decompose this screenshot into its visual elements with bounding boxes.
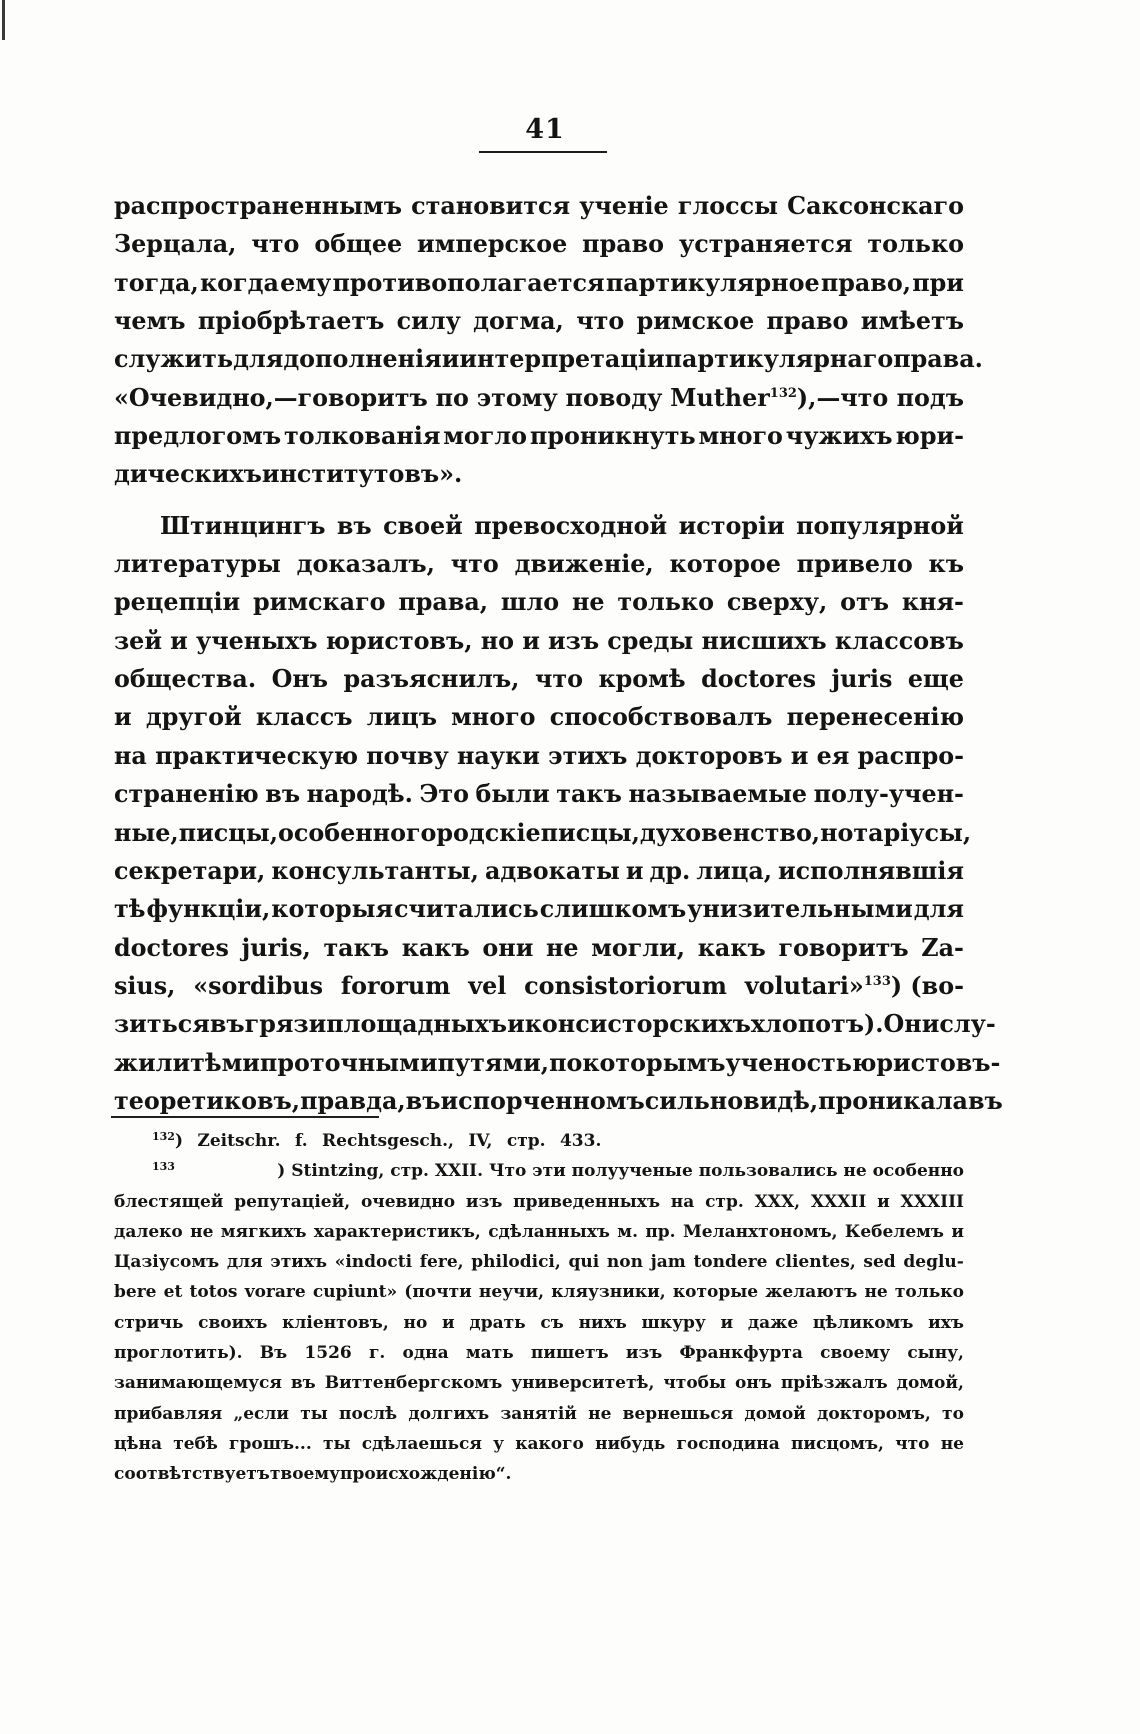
body-line: тогда, когда ему противополагается партикулярное право, при [114, 268, 964, 297]
footnote-line: занимающемуся въ Виттенбергскомъ университетѣ, чтобы онъ пріѣзжалъ домой, [114, 1373, 964, 1394]
body-line: общества. Онъ разъяснилъ, что кромѣ doctores juris еще [114, 665, 964, 694]
footnote-line: проглотить). Въ 1526 г. одна мать пишетъ изъ Франкфурта своему сыну, [114, 1343, 964, 1364]
body-line: литературы доказалъ, что движеніе, которое привело къ [114, 550, 964, 579]
footnote-marker: 132 [152, 1130, 175, 1143]
footnote-line: Цазіусомъ для этихъ «indocti fere, philodici, qui non jam tondere clientes, sed deglu- [114, 1252, 964, 1273]
footnote-line: прибавляя „если ты послѣ долгихъ занятій не вернешься домой докторомъ, то [114, 1403, 964, 1424]
body-line: Зерцала, что общее имперское право устраняется только [114, 230, 964, 259]
body-line: ные, писцы, особенно городскіе писцы, духовенство, нотаріусы, [114, 818, 972, 847]
footnote-text: ) Stintzing, стр. XXII. Что эти полуученые пользовались не особенно [277, 1161, 964, 1182]
body-text [114, 187, 1003, 1120]
body-line: на практическую почву науки этихъ докторовъ и ея распро- [114, 741, 964, 770]
page-edge-mark [2, 0, 5, 40]
footnotes [114, 1126, 964, 1490]
body-line: рецепціи римскаго права, шло не только сверху, отъ кня- [114, 588, 964, 617]
footnote-line [114, 1156, 964, 1186]
body-line: «Очевидно,—говоритъ по этому поводу Muther$^{132}$),—что подъ [114, 383, 964, 412]
page-number: 41 [525, 114, 565, 145]
footnote-line: соотвѣтствуетъ твоему происхожденію“. [114, 1464, 512, 1485]
body-line: предлогомъ толкованія могло проникнуть много чужихъ юри- [114, 422, 964, 451]
body-line: теоретиковъ, правда, въ испорченномъ сильно видѣ, проникала въ [114, 1086, 1003, 1115]
body-line: служить для дополненія и интерпретаціи партикулярнаго права. [114, 345, 983, 374]
body-line: doctores juris, такъ какъ они не могли, какъ говоритъ Za- [114, 933, 964, 962]
footnote-reference: 132 [769, 385, 797, 401]
footnote-line: bere et totos vorare cupiunt» (почти неучи, кляузники, которые желаютъ не только [114, 1282, 964, 1303]
footnote-line: блестящей репутаціей, очевидно изъ приведенныхъ на стр. XXX, XXXII и XXXIII [114, 1191, 964, 1212]
body-line: зиться въ грязи площадныхъ и консисторскихъ хлопотъ). Они слу- [114, 1010, 996, 1039]
body-line: чемъ пріобрѣтаетъ силу догма, что римское право имѣетъ [114, 307, 964, 336]
body-line: дическихъ институтовъ». [114, 460, 463, 489]
body-line: тѣ функціи, которыя считались слишкомъ унизительными для [114, 895, 964, 924]
footnote-text: ) Zeitschr. f. Rechtsgesch., IV, стр. 433. [174, 1131, 602, 1151]
body-line: зей и ученыхъ юристовъ, но и изъ среды нисшихъ классовъ [114, 626, 964, 655]
body-line: sius, «sordibus fororum vel consistoriorum volutari»$^{133}$) (во- [114, 971, 964, 1000]
page-number-rule [479, 151, 607, 153]
footnote-reference: 133 [863, 973, 891, 989]
body-line: и другой классъ лицъ много способствовалъ перенесенію [114, 703, 964, 732]
body-line: страненію въ народѣ. Это были такъ называемые полу-учен- [114, 780, 964, 809]
body-line: секретари, консультанты, адвокаты и др. лица, исполнявшія [114, 856, 964, 885]
footnote-line: цѣна тебѣ грошъ... ты сдѣлаешься у какого нибудь господина писцомъ, что не [114, 1433, 964, 1454]
footnote-separator [111, 1116, 379, 1118]
footnote-line [114, 1126, 964, 1156]
body-line: распространеннымъ становится ученіе глоссы Саксонскаго [114, 192, 964, 220]
footnote-line: далеко не мягкихъ характеристикъ, сдѣланныхъ м. пр. Меланхтономъ, Кебелемъ и [114, 1221, 964, 1242]
footnote-marker: 133 [152, 1160, 175, 1174]
footnote-line: стричь своихъ кліентовъ, но и драть съ нихъ шкуру и даже цѣликомъ ихъ [114, 1312, 964, 1333]
body-line: жили тѣми проточными путями, по которымъ ученость юристовъ- [114, 1048, 1001, 1077]
body-line: Штинцингъ въ своей превосходной исторіи популярной [160, 511, 964, 540]
